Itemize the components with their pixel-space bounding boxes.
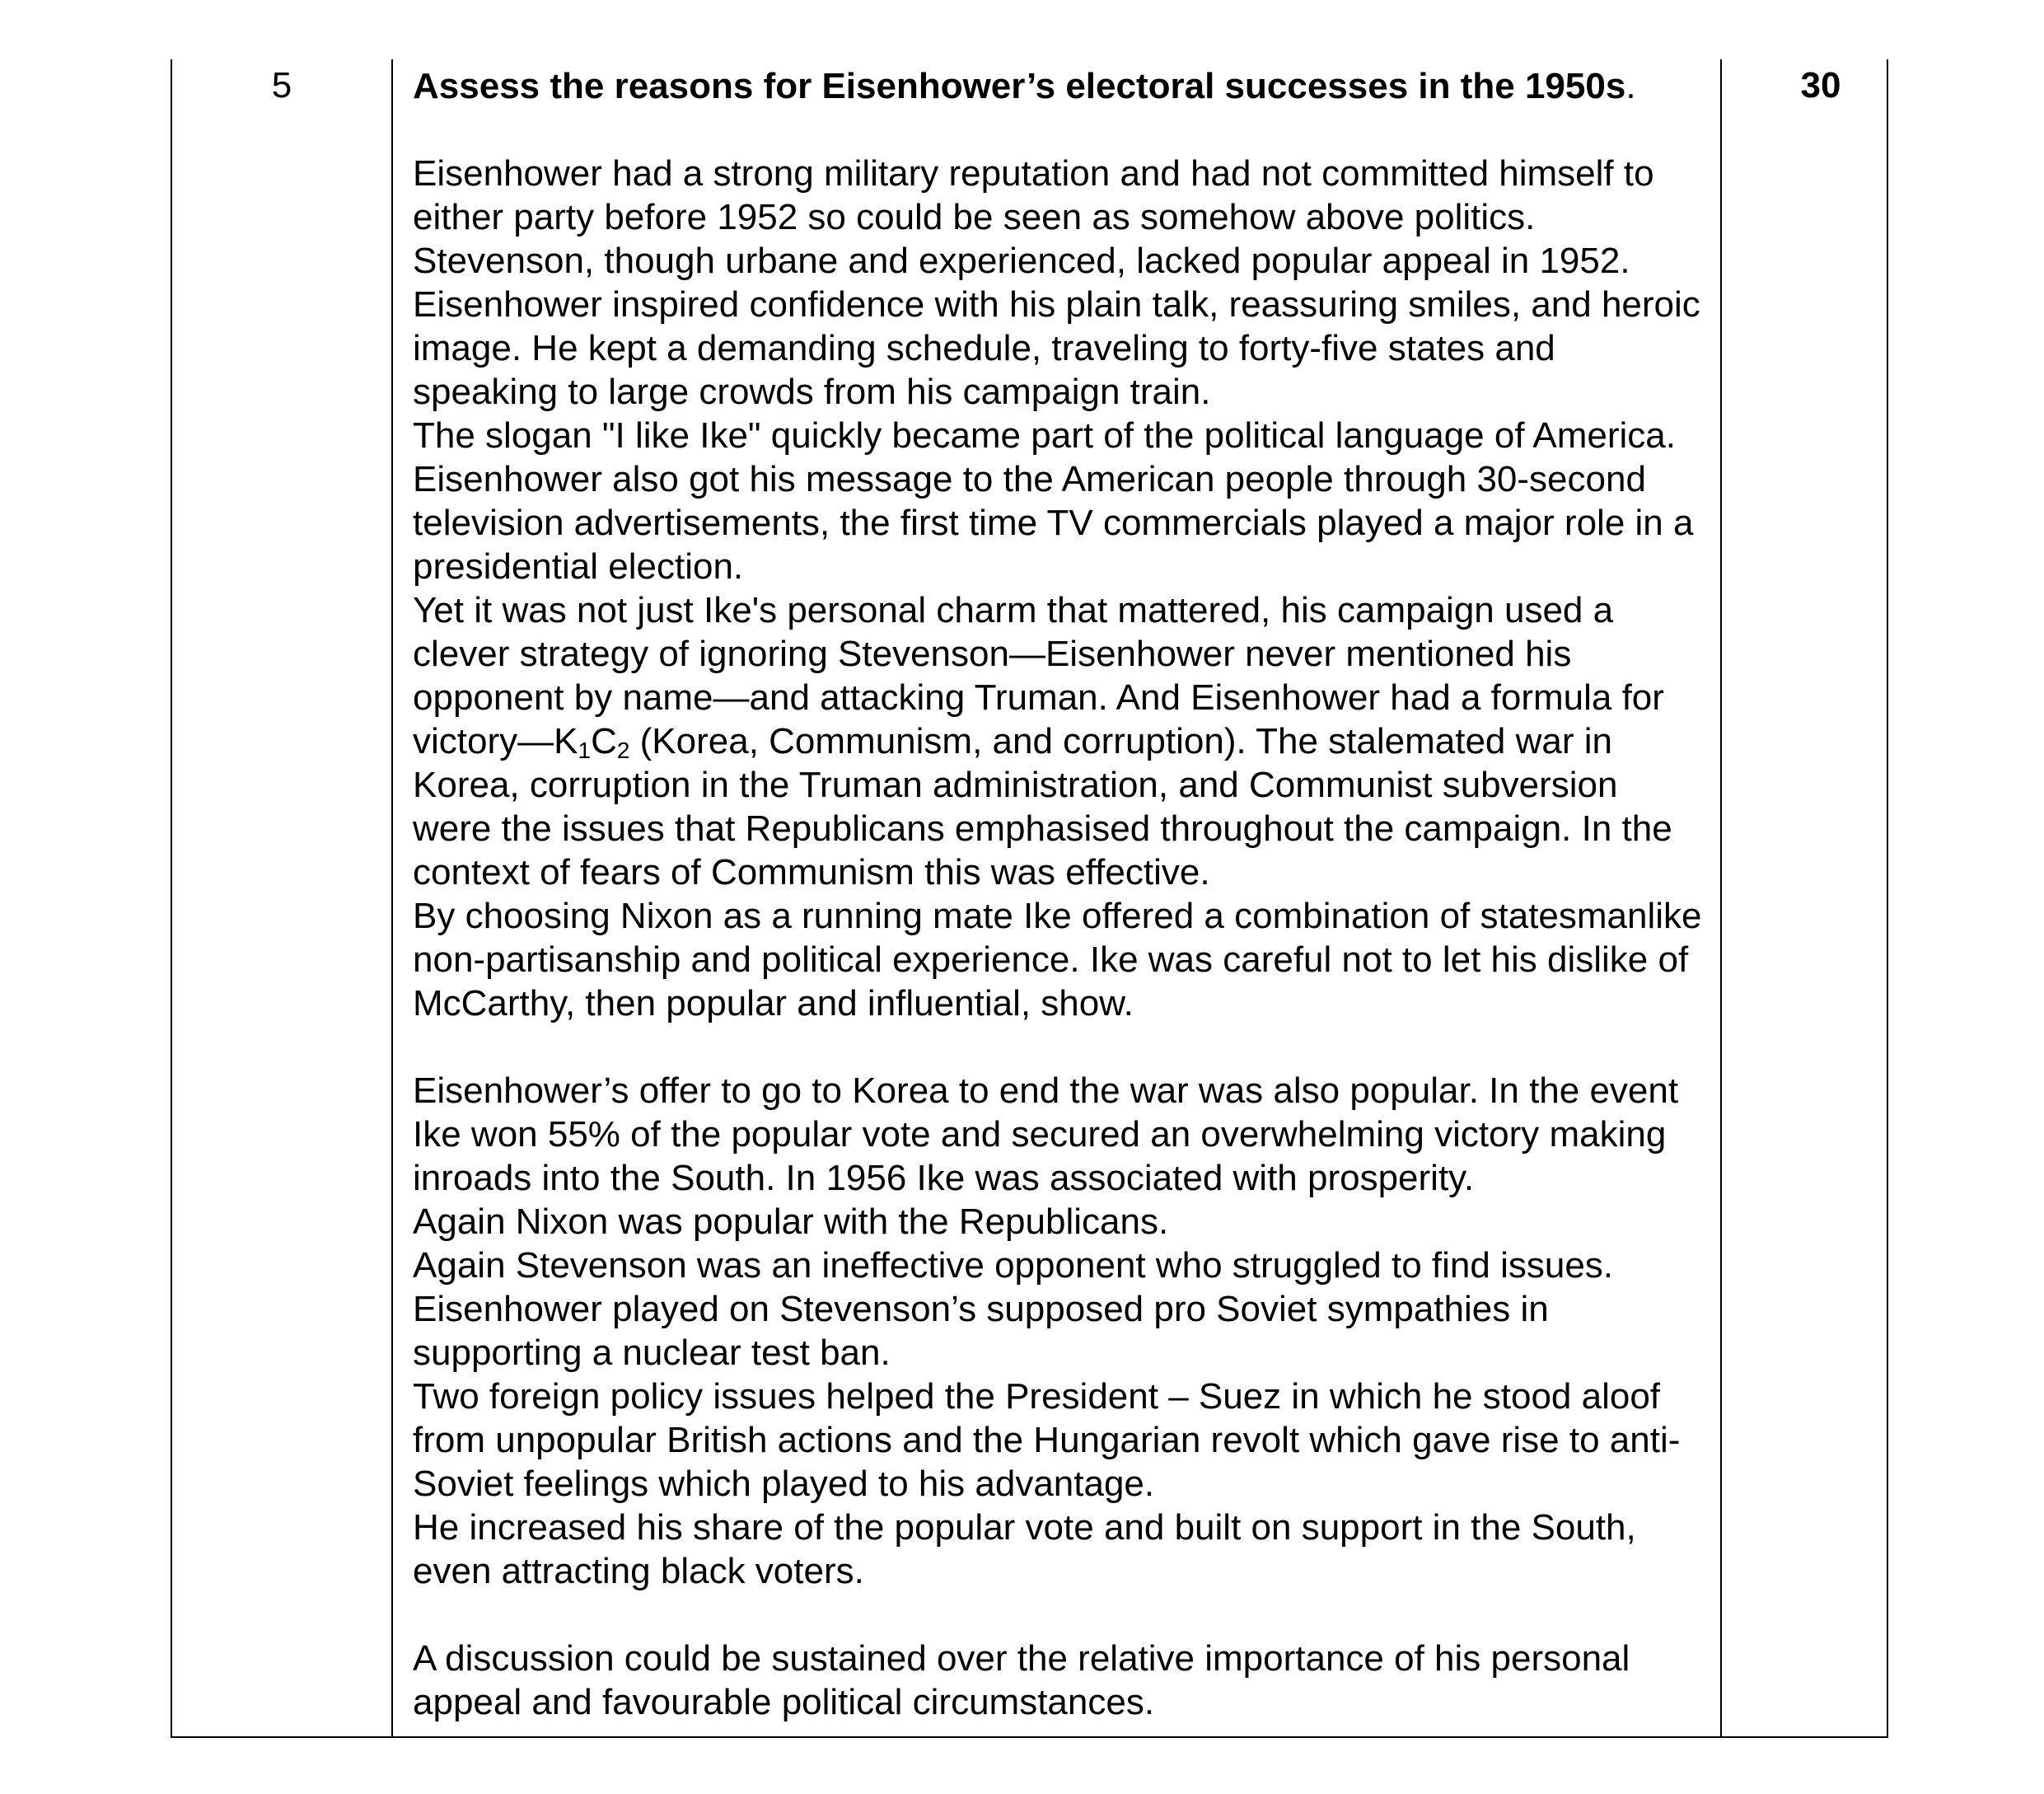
answer-sentence: Again Nixon was popular with the Republicans. [413,1201,1169,1242]
question-marks: 30 [1800,65,1841,105]
answer-sentence: Eisenhower had a strong military reputation and had not committed himself to either party before 1952 so could be seen as somehow above politics. [413,153,1654,237]
question-title [413,64,1705,108]
marks-cell [1721,59,1887,1737]
answer-cell [392,59,1721,1737]
answer-sentence: He increased his share of the popular vote and built on support in the South, even attracting black voters. [413,1507,1636,1591]
answer-sentence: Again Stevenson was an ineffective opponent who struggled to find issues. [413,1245,1614,1286]
answer-sentence: Two foreign policy issues helped the President – Suez in which he stood aloof from unpopular British actions and the Hungarian revolt which gave rise to anti-Soviet feelings which played to his advantage. [413,1376,1681,1504]
formula-text-mid: C [591,721,617,761]
question-number-cell [171,59,392,1737]
formula-subscript-1: 1 [578,738,592,763]
answer-paragraph-1 [413,152,1705,1025]
answer-sentence: Stevenson, though urbane and experienced, lacked popular appeal in 1952. Eisenhower inspired confidence with his plain talk, reassuring smiles, and heroic image. He kept a demanding schedule, traveling to forty-five states and speaking to large crowds from his campaign train. [413,241,1700,412]
mark-scheme-table [171,59,1888,1738]
formula-text-before: Yet it was not just Ike's personal charm that mattered, his campaign used a clever strategy of ignoring Stevenson—Eisenhower never mentioned his opponent by name—and attacking Truman. And Eisenhower had a formula for victory—K [413,590,1664,761]
answer-sentence: A discussion could be sustained over the relative importance of his personal appeal and favourable political circumstances. [413,1638,1630,1722]
answer-content [393,59,1720,1724]
answer-paragraph-2 [413,1069,1705,1593]
table-row [171,59,1887,1737]
answer-sentence: Eisenhower played on Stevenson’s supposed pro Soviet sympathies in supporting a nuclear test ban. [413,1289,1549,1373]
formula-subscript-2: 2 [616,738,630,763]
answer-paragraph-3 [413,1637,1705,1724]
question-title-text: Assess the reasons for Eisenhower’s electoral successes in the 1950s [413,66,1626,106]
answer-sentence: By choosing Nixon as a running mate Ike offered a combination of statesmanlike non-partisanship and political experience. Ike was careful not to let his dislike of McCarthy, then popular and influential, show. [413,896,1702,1023]
formula-text-after: (Korea, Communism, and corruption). The stalemated war in Korea, corruption in the Truman administration, and Communist subversion were the issues that Republicans emphasised throughout the campaign. In the context of fears of Communism this was effective. [413,721,1672,892]
answer-sentence-formula [413,588,1705,894]
question-title-end: . [1625,66,1636,106]
answer-sentence: The slogan "I like Ike" quickly became part of the political language of America. Eisenhower also got his message to the American people through 30-second television advertisements, the first time TV commercials played a major role in a presidential election. [413,415,1694,587]
answer-sentence: Eisenhower’s offer to go to Korea to end the war was also popular. In the event Ike won 55% of the popular vote and secured an overwhelming victory making inroads into the South. In 1956 Ike was associated with prosperity. [413,1070,1679,1198]
question-number: 5 [271,65,292,105]
